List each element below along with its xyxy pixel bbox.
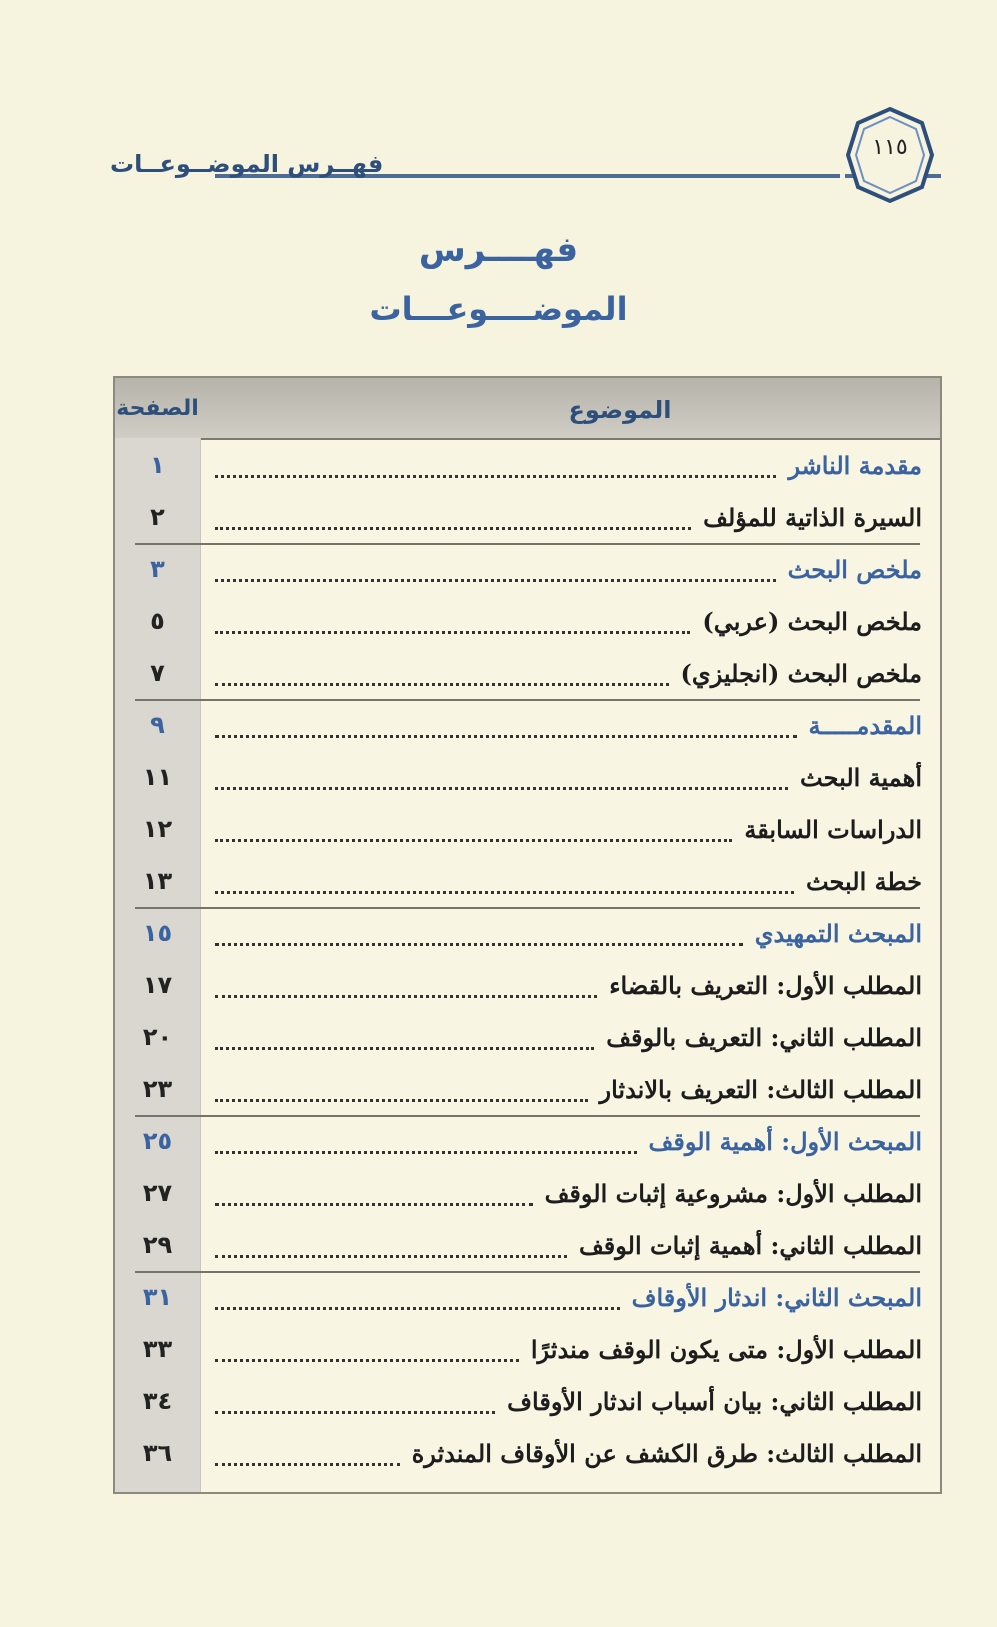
toc-entry-label: مقدمة الناشر [788,451,922,480]
dot-leader [215,995,597,998]
toc-row [115,493,940,545]
dot-leader [215,527,691,530]
index-title: فهــــرس [418,230,579,270]
page-column-header: الصفحة [116,396,199,421]
toc-entry-label: المطلب الثاني: أهمية إثبات الوقف [578,1231,922,1260]
toc-entry-label: الدراسات السابقة [744,815,922,844]
toc-entry-page: ١٥ [142,919,173,947]
toc-chapter-row [115,1117,940,1169]
toc-entry-page: ٣١ [142,1283,173,1311]
toc-entry-label: المطلب الأول: متى يكون الوقف مندثرًا [530,1335,922,1364]
dot-leader [215,1463,400,1466]
dot-leader [215,1151,637,1154]
toc-entry-page: ٩ [150,711,165,739]
toc-entry-page: ٥ [150,607,165,635]
toc-entry-page: ٢٣ [142,1075,173,1103]
dot-leader [215,1359,519,1362]
toc-row [115,753,940,805]
toc-row [115,805,940,857]
dot-leader [215,1255,567,1258]
dot-leader [215,683,669,686]
toc-entry-page: ١١ [142,763,173,791]
toc-entry-page: ١٣ [142,867,173,895]
toc-row [115,857,940,909]
toc-entry-page: ٣ [150,555,165,583]
dot-leader [215,475,776,478]
toc-row [115,1325,940,1377]
toc-chapter-row [115,545,940,597]
toc-entry-label: المطلب الأول: مشروعية إثبات الوقف [544,1179,922,1208]
toc-entry-label: المبحث الأول: أهمية الوقف [648,1127,922,1156]
toc-entry-label: المطلب الثاني: التعريف بالوقف [606,1023,922,1052]
dot-leader [215,839,732,842]
dot-leader [215,943,743,946]
toc-entry-page: ٢٩ [142,1231,173,1259]
dot-leader [215,1307,620,1310]
toc-entry-label: المطلب الثالث: التعريف بالاندثار [599,1075,922,1104]
toc-entry-page: ٢٥ [142,1127,173,1155]
toc-entry-label: أهمية البحث [800,763,922,792]
dot-leader [215,1047,594,1050]
toc-entry-label: خطة البحث [805,867,922,896]
toc-chapter-row [115,701,940,753]
page-number: ١١٥ [872,135,908,160]
toc-row [115,1221,940,1273]
toc-entry-label: المبحث التمهيدي [754,919,922,948]
toc-entry-page: ٣٣ [142,1335,173,1363]
toc-entry-label: ملخص البحث (انجليزي) [680,659,922,688]
toc-entry-label: المطلب الثاني: بيان أسباب اندثار الأوقاف [507,1387,922,1416]
toc-entry-page: ٢٠ [142,1023,173,1051]
toc-row [115,1065,940,1117]
toc-entry-label: ملخص البحث (عربي) [702,607,922,636]
toc-row [115,649,940,701]
toc-entry-label: المبحث الثاني: اندثار الأوقاف [631,1283,922,1312]
index-subtitle: الموضــــوعـــات [369,290,628,328]
toc-entry-page: ٢٧ [142,1179,173,1207]
toc-entry-page: ٧ [150,659,165,687]
toc-entry-page: ٣٤ [142,1387,173,1415]
toc-entry-page: ١٧ [142,971,173,999]
toc-entry-label: ملخص البحث [787,555,922,584]
toc-entry-label: المطلب الثالث: طرق الكشف عن الأوقاف المندثرة [411,1439,922,1468]
toc-entry-label: السيرة الذاتية للمؤلف [703,503,922,532]
toc-entry-label: المقدمـــــة [808,711,922,740]
dot-leader [215,891,794,894]
dot-leader [215,1099,588,1102]
toc-row [115,597,940,649]
subject-column-header: الموضوع [568,396,672,424]
dot-leader [215,1203,533,1206]
toc-row [115,1169,940,1221]
dot-leader [215,1411,495,1414]
running-title: فهــرس الموضــوعــات [110,150,384,178]
toc-chapter-row [115,1273,940,1325]
dot-leader [215,735,797,738]
toc-row [115,1013,940,1065]
toc-table [113,376,942,1494]
toc-row [115,961,940,1013]
toc-header-row [115,378,940,440]
toc-entry-label: المطلب الأول: التعريف بالقضاء [609,971,922,1000]
dot-leader [215,787,788,790]
toc-row [115,1429,940,1481]
toc-chapter-row [115,909,940,961]
toc-entry-page: ٣٦ [142,1439,173,1467]
toc-row [115,1377,940,1429]
toc-entry-page: ١٢ [142,815,173,843]
toc-entry-page: ٢ [150,503,165,531]
dot-leader [215,579,776,582]
toc-chapter-row [115,441,940,493]
toc-entry-page: ١ [150,451,165,479]
dot-leader [215,631,690,634]
